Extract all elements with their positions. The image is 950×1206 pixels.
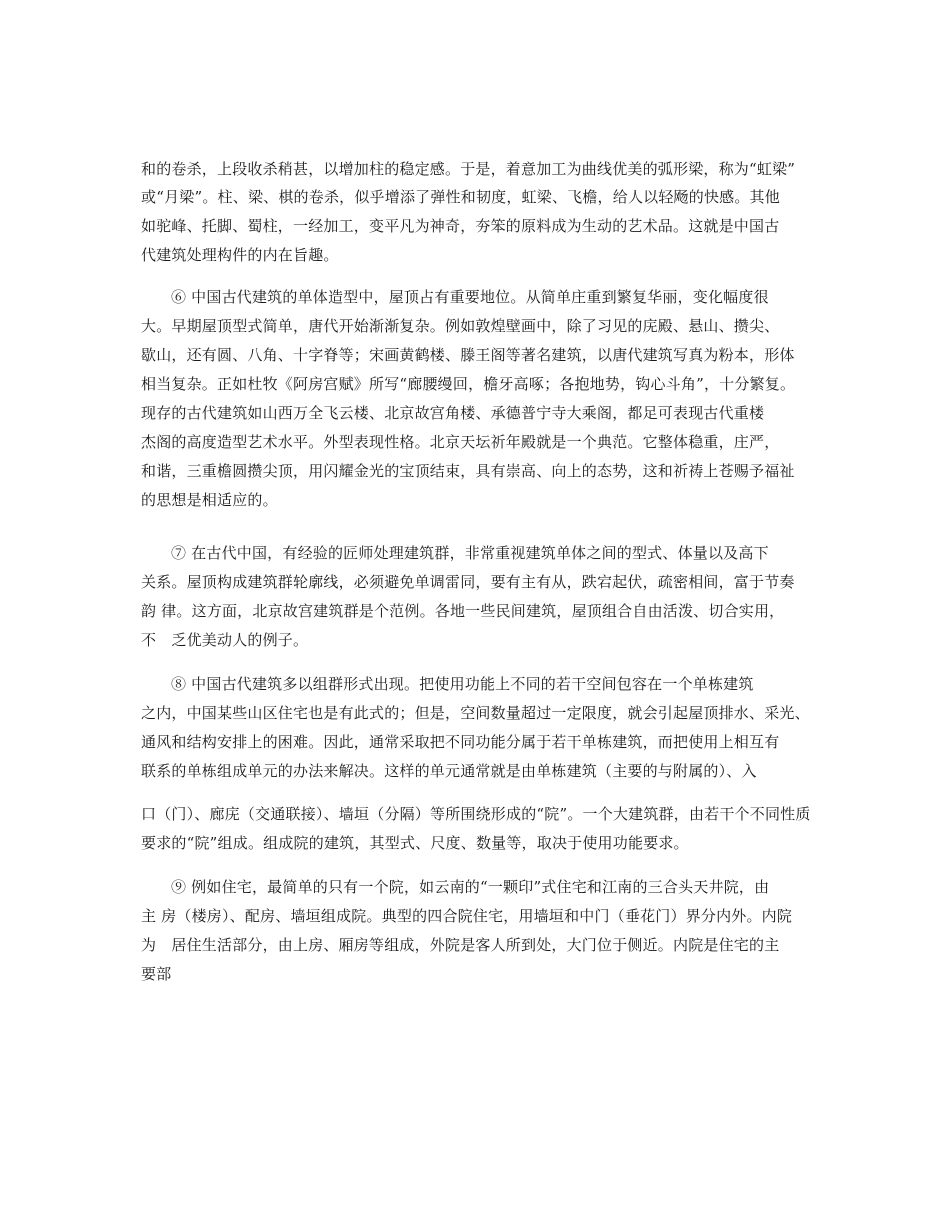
text-line: 通风和结构安排上的困难。因此，通常采取把不同功能分属于若干单栋建筑，而把使用上相互有 xyxy=(141,733,780,751)
text-line: 如驼峰、托脚、蜀柱，一经加工，变平凡为神奇，夯笨的原料成为生动的艺术品。这就是中国古 xyxy=(141,217,780,235)
paragraph-8-first-line: ⑧ 中国古代建筑多以组群形式出现。把使用功能上不同的若干空间包容在一个单栋建筑 xyxy=(171,675,754,693)
text-line: 杰阁的高度造型艺术水平。外型表现性格。北京天坛祈年殿就是一个典范。它整体稳重，庄严， xyxy=(141,433,780,451)
text-line: 相当复杂。正如杜牧《阿房宫赋》所写“廊腰缦回，檐牙高啄；各抱地势，钩心斗角”，十分繁复。 xyxy=(141,375,796,393)
text-line: 联系的单栋组成单元的办法来解决。这样的单元通常就是由单栋建筑（主要的与附属的）、入 xyxy=(141,762,757,780)
text-line: 大。早期屋顶型式简单，唐代开始渐渐复杂。例如敦煌壁画中，除了习见的庑殿、悬山、攒尖、 xyxy=(141,317,780,335)
text-line: 关系。屋顶构成建筑群轮廓线，必须避免单调雷同，要有主有从，跌宕起伏，疏密相间，富于节奏 xyxy=(141,573,795,591)
text-line: 和谐，三重檐圆攒尖顶，用闪耀金光的宝顶结束，具有崇高、向上的态势，这和祈祷上苍赐予福祉 xyxy=(141,462,795,480)
text-line: 要求的“院”组成。组成院的建筑，其型式、尺度、数量等，取决于使用功能要求。 xyxy=(141,834,689,852)
text-line: 歇山，还有圆、八角、十字脊等；宋画黄鹤楼、滕王阁等著名建筑，以唐代建筑写真为粉本，形体 xyxy=(141,346,795,364)
text-line: 要部 xyxy=(141,965,172,983)
text-line: 主 房（楼房）、配房、墙垣组成院。典型的四合院住宅，用墙垣和中门（垂花门）界分内外。内院 xyxy=(141,907,793,925)
text-line: 或“月梁”。柱、梁、棋的卷杀，似乎增添了弹性和韧度，虹梁、飞檐，给人以轻飏的快感。其他 xyxy=(141,188,780,206)
text-line: 的思想是相适应的。 xyxy=(141,491,278,509)
text-line: 现存的古代建筑如山西万全飞云楼、北京故宫角楼、承德普宁寺大乘阁，都足可表现古代重楼 xyxy=(141,404,765,422)
text-line: 口（门）、廊庑（交通联接）、墙垣（分隔）等所围绕形成的“院”。一个大建筑群，由若干个不同性质 xyxy=(141,805,811,823)
paragraph-7-first-line: ⑦ 在古代中国，有经验的匠师处理建筑群，非常重视建筑单体之间的型式、体量以及高下 xyxy=(171,544,769,562)
text-line: 和的卷杀，上段收杀稍甚，以增加柱的稳定感。于是，着意加工为曲线优美的弧形梁，称为“虹梁” xyxy=(141,160,796,178)
paragraph-6-first-line: ⑥ 中国古代建筑的单体造型中，屋顶占有重要地位。从简单庄重到繁复华丽，变化幅度很 xyxy=(171,288,769,306)
text-line: 代建筑处理构件的内在旨趣。 xyxy=(141,246,339,264)
text-line: 之内，中国某些山区住宅也是有此式的；但是，空间数量超过一定限度，就会引起屋顶排水、采光、 xyxy=(141,704,810,722)
text-line: 韵 律。这方面，北京故宫建筑群是个范例。各地一些民间建筑，屋顶组合自由活泼、切合实用， xyxy=(141,602,785,620)
text-line: 不 乏优美动人的例子。 xyxy=(141,631,309,649)
paragraph-9-first-line: ⑨ 例如住宅，最简单的只有一个院，如云南的“一颗印”式住宅和江南的三合头天井院，由 xyxy=(171,878,770,896)
text-line: 为 居住生活部分，由上房、厢房等组成，外院是客人所到处，大门位于侧近。内院是住宅的主 xyxy=(141,936,780,954)
